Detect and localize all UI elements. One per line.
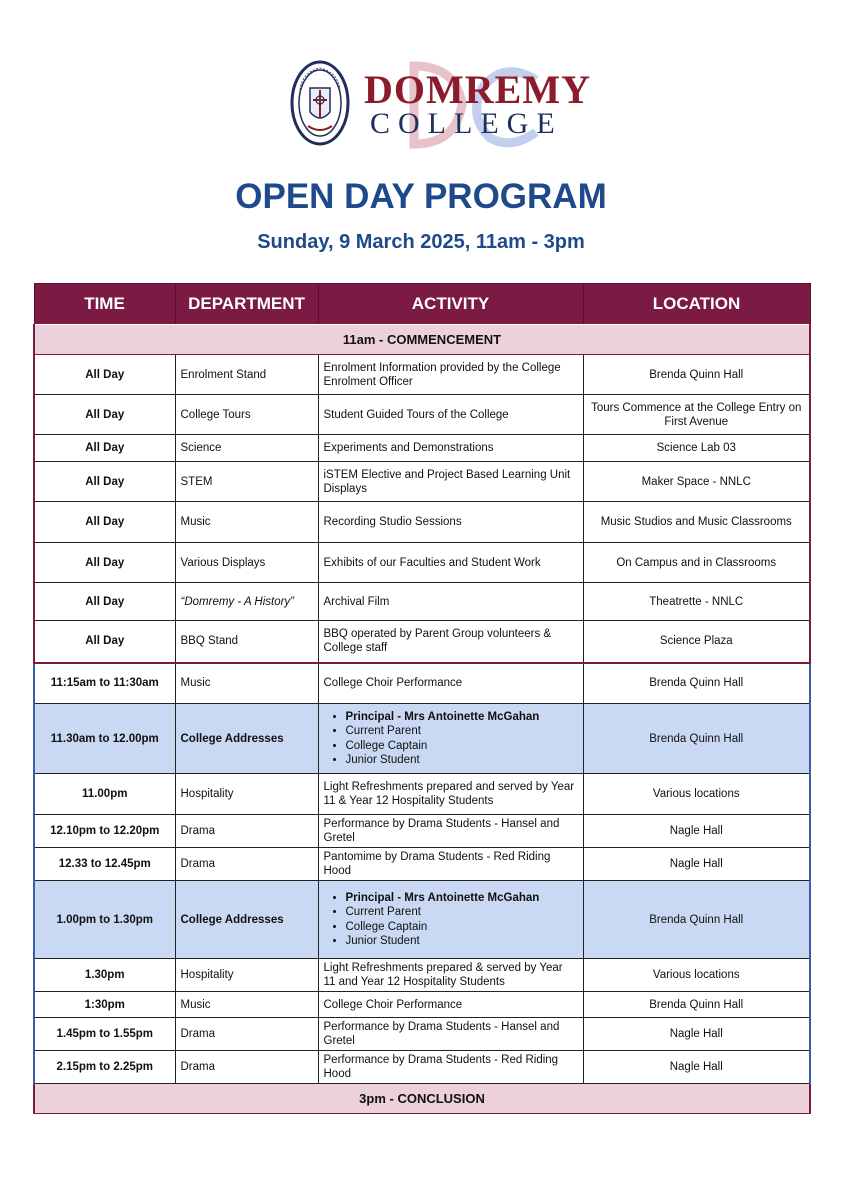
activity-cell: Light Refreshments prepared & served by Year 11 and Year 12 Hospitality Students (318, 959, 583, 992)
department-cell: Music (175, 992, 318, 1018)
table-row (34, 848, 810, 881)
location-cell: Science Plaza (583, 621, 810, 663)
time-cell: 2.15pm to 2.25pm (34, 1051, 175, 1084)
activity-cell: iSTEM Elective and Project Based Learning Unit Displays (318, 462, 583, 502)
table-header-row (34, 284, 810, 325)
speaker-item: • Junior Student (346, 934, 578, 948)
column-header-location: LOCATION (583, 284, 810, 325)
speaker-item: • Junior Student (346, 753, 578, 767)
location-cell: Various locations (583, 959, 810, 992)
table-row (34, 663, 810, 704)
speakers-list (324, 891, 578, 948)
time-cell: 11:15am to 11:30am (34, 663, 175, 704)
activity-cell: BBQ operated by Parent Group volunteers & College staff (318, 621, 583, 663)
time-cell: 1:30pm (34, 992, 175, 1018)
department-cell: Music (175, 502, 318, 543)
activity-cell: Archival Film (318, 583, 583, 621)
location-cell: Nagle Hall (583, 1018, 810, 1051)
table-row (34, 1018, 810, 1051)
column-header-activity: ACTIVITY (318, 284, 583, 325)
department-cell: Music (175, 663, 318, 704)
college-logo (290, 56, 590, 150)
activity-cell: Experiments and Demonstrations (318, 435, 583, 462)
department-cell: Drama (175, 815, 318, 848)
activity-cell: Performance by Drama Students - Hansel and Gretel (318, 815, 583, 848)
speaker-item: • Current Parent (346, 724, 578, 738)
activity-cell: Exhibits of our Faculties and Student Work (318, 543, 583, 583)
table-row (34, 502, 810, 543)
department-cell: College Addresses (175, 881, 318, 959)
table-row-college-addresses (34, 704, 810, 774)
department-cell: Enrolment Stand (175, 355, 318, 395)
department-cell: BBQ Stand (175, 621, 318, 663)
location-cell: Maker Space - NNLC (583, 462, 810, 502)
time-cell: All Day (34, 543, 175, 583)
time-cell: 12.10pm to 12.20pm (34, 815, 175, 848)
location-cell: Nagle Hall (583, 1051, 810, 1084)
activity-cell: Light Refreshments prepared and served by Year 11 & Year 12 Hospitality Students (318, 774, 583, 815)
table-row (34, 435, 810, 462)
activity-cell: Pantomime by Drama Students - Red Riding Hood (318, 848, 583, 881)
time-cell: All Day (34, 621, 175, 663)
speakers-cell (318, 704, 583, 774)
table-row (34, 621, 810, 663)
time-cell: All Day (34, 435, 175, 462)
page-title: OPEN DAY PROGRAM (235, 177, 607, 216)
department-cell: “Domremy - A History” (175, 583, 318, 621)
location-cell: Science Lab 03 (583, 435, 810, 462)
speaker-item: • College Captain (346, 739, 578, 753)
program-table (33, 283, 811, 1114)
table-row (34, 583, 810, 621)
department-cell: Hospitality (175, 774, 318, 815)
department-cell: Various Displays (175, 543, 318, 583)
table-row (34, 992, 810, 1018)
time-cell: All Day (34, 355, 175, 395)
college-crest-icon (290, 60, 350, 146)
table-row (34, 815, 810, 848)
location-cell: Theatrette - NNLC (583, 583, 810, 621)
program-table-container (33, 283, 809, 1114)
table-row (34, 543, 810, 583)
table-row (34, 959, 810, 992)
time-cell: All Day (34, 502, 175, 543)
department-cell: Hospitality (175, 959, 318, 992)
time-cell: 1.30pm (34, 959, 175, 992)
column-header-time: TIME (34, 284, 175, 325)
speaker-item: • Principal - Mrs Antoinette McGahan (346, 710, 578, 724)
department-cell: College Tours (175, 395, 318, 435)
speaker-item: • Principal - Mrs Antoinette McGahan (346, 891, 578, 905)
speakers-list (324, 710, 578, 767)
location-cell: Brenda Quinn Hall (583, 704, 810, 774)
location-cell: On Campus and in Classrooms (583, 543, 810, 583)
table-row (34, 774, 810, 815)
location-cell: Brenda Quinn Hall (583, 355, 810, 395)
activity-cell: Performance by Drama Students - Red Riding Hood (318, 1051, 583, 1084)
activity-cell: Performance by Drama Students - Hansel and Gretel (318, 1018, 583, 1051)
time-cell: 11.00pm (34, 774, 175, 815)
activity-cell: College Choir Performance (318, 992, 583, 1018)
table-row-college-addresses (34, 881, 810, 959)
location-cell: Nagle Hall (583, 815, 810, 848)
time-cell: 1.45pm to 1.55pm (34, 1018, 175, 1051)
conclusion-label: 3pm - CONCLUSION (34, 1084, 810, 1114)
column-header-department: DEPARTMENT (175, 284, 318, 325)
conclusion-row (34, 1084, 810, 1114)
college-name-line2: COLLEGE (370, 107, 563, 140)
location-cell: Various locations (583, 774, 810, 815)
table-row (34, 1051, 810, 1084)
speaker-item: • Current Parent (346, 905, 578, 919)
activity-cell: College Choir Performance (318, 663, 583, 704)
activity-cell: Enrolment Information provided by the College Enrolment Officer (318, 355, 583, 395)
time-cell: 11.30am to 12.00pm (34, 704, 175, 774)
table-row (34, 462, 810, 502)
commencement-label: 11am - COMMENCEMENT (34, 325, 810, 355)
page-subtitle: Sunday, 9 March 2025, 11am - 3pm (257, 231, 585, 253)
activity-cell: Student Guided Tours of the College (318, 395, 583, 435)
commencement-row (34, 325, 810, 355)
location-cell: Music Studios and Music Classrooms (583, 502, 810, 543)
location-cell: Tours Commence at the College Entry on First Avenue (583, 395, 810, 435)
location-cell: Brenda Quinn Hall (583, 992, 810, 1018)
department-cell: Science (175, 435, 318, 462)
speaker-item: • College Captain (346, 920, 578, 934)
activity-cell: Recording Studio Sessions (318, 502, 583, 543)
department-cell: STEM (175, 462, 318, 502)
time-cell: All Day (34, 583, 175, 621)
department-cell: Drama (175, 1051, 318, 1084)
college-name-line1: DOMREMY (364, 67, 591, 112)
location-cell: Brenda Quinn Hall (583, 881, 810, 959)
time-cell: All Day (34, 462, 175, 502)
table-row (34, 355, 810, 395)
speakers-cell (318, 881, 583, 959)
time-cell: All Day (34, 395, 175, 435)
time-cell: 12.33 to 12.45pm (34, 848, 175, 881)
location-cell: Brenda Quinn Hall (583, 663, 810, 704)
department-cell: College Addresses (175, 704, 318, 774)
table-row (34, 395, 810, 435)
department-cell: Drama (175, 848, 318, 881)
department-cell: Drama (175, 1018, 318, 1051)
location-cell: Nagle Hall (583, 848, 810, 881)
time-cell: 1.00pm to 1.30pm (34, 881, 175, 959)
